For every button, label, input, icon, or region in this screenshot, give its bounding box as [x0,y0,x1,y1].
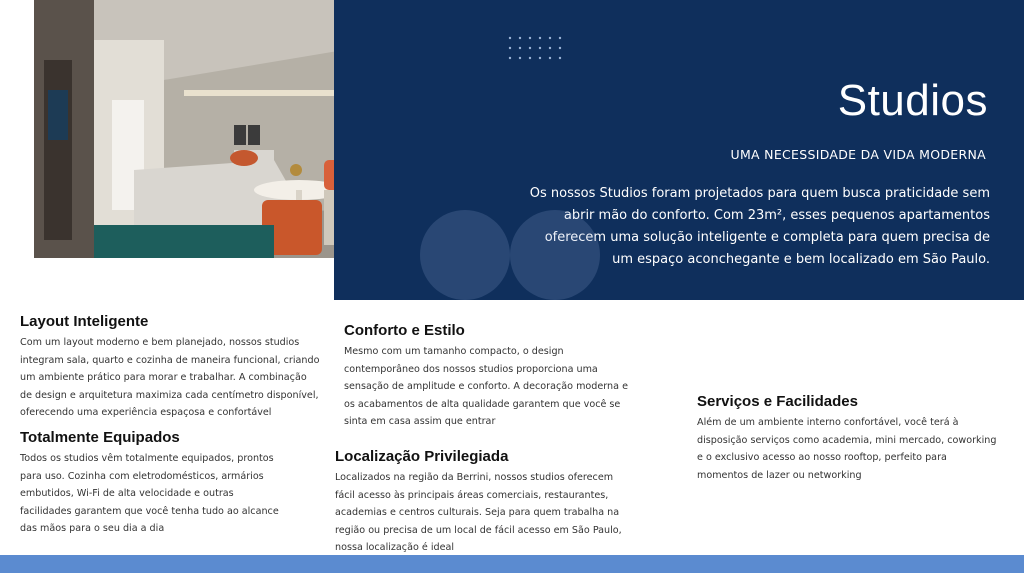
hero-description: Os nossos Studios foram projetados para quem busca praticidade sem abrir mão do conforto. Com 23m², esses pequenos apartamentos oferecem uma solução inteligente e completa para quem precisa de um espaço aconchegante e bem localizado em São Paulo. [529,186,990,267]
section-localizacao-privilegiada [335,448,630,557]
dot-grid-decoration [508,36,568,66]
watermark-logo [410,200,610,310]
section-conforto-estilo [344,322,639,431]
page-subtitle: UMA NECESSIDADE DA VIDA MODERNA [730,147,986,162]
section-body: Além de um ambiente interno confortável, você terá à disposição serviços como academia, mini mercado, coworking e o exclusivo acesso ao nosso rooftop, perfeito para momentos de lazer ou networking [697,417,997,481]
page-title: Studios [837,76,988,125]
section-body: Localizados na região da Berrini, nossos studios oferecem fácil acesso às principais áreas comerciais, restaurantes, academias e centros culturais. Seja para quem trabalha na região ou precisa de um local de fácil acesso em São Paulo, nossa localização é ideal [335,472,622,553]
section-body: Mesmo com um tamanho compacto, o design contemporâneo dos nossos studios proporciona uma sensação de amplitude e conforto. A decoração moderna e os acabamentos de alta qualidade garantem que você se sinta em casa assim que entrar [344,346,628,427]
section-body: Com um layout moderno e bem planejado, nossos studios integram sala, quarto e cozinha de maneira funcional, criando um ambiente prático para morar e trabalhar. A combinação de design e arquitetura maximiza cada centímetro disponível, oferecendo uma experiência espaçosa e confortável [20,337,320,418]
section-totalmente-equipados [20,429,280,538]
section-title: Conforto e Estilo [344,322,465,339]
section-body: Todos os studios vêm totalmente equipados, prontos para uso. Cozinha com eletrodomésticos, armários embutidos, Wi-Fi de alta velocidade e outras facilidades garantem que você tenha tudo ao alcance das mãos para o seu dia a dia [20,453,279,534]
footer-bar [0,555,1024,573]
section-title: Layout Inteligente [20,313,149,330]
section-title: Totalmente Equipados [20,429,180,446]
section-servicos-facilidades [697,393,997,484]
section-layout-inteligente [20,313,320,422]
section-title: Serviços e Facilidades [697,393,858,410]
section-title: Localização Privilegiada [335,448,509,465]
